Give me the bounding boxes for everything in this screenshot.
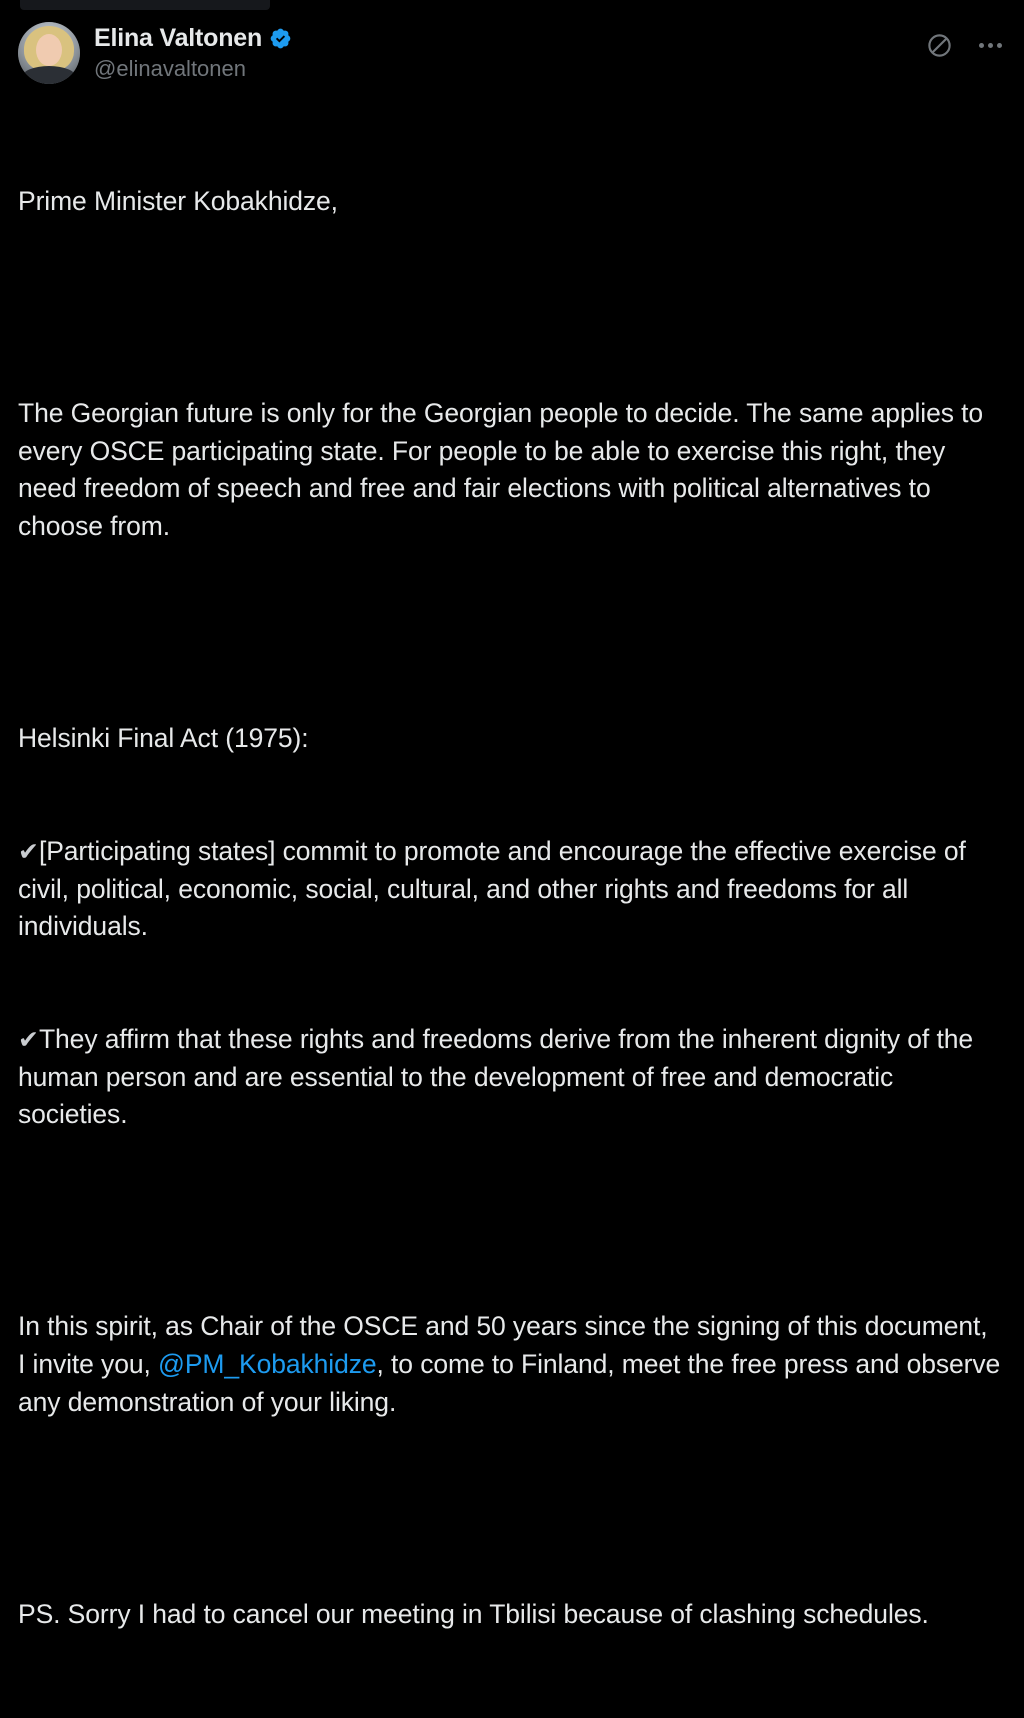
tweet-bullet-2 xyxy=(18,1021,1002,1134)
author-handle[interactable]: @elinavaltonen xyxy=(94,55,246,81)
avatar-face xyxy=(36,34,62,66)
avatar-shoulders xyxy=(22,66,76,84)
mention-link[interactable]: @PM_Kobakhidze xyxy=(158,1348,377,1379)
tweet-bullet-1 xyxy=(18,833,1002,946)
tweet-paragraph-2-part-2: , to come to Finland, meet the free press and observe any demonstration of your liking. xyxy=(18,1348,1008,1417)
muted-notifications-icon[interactable] xyxy=(926,32,953,59)
more-options-icon[interactable] xyxy=(979,43,1002,48)
tweet-header xyxy=(18,18,1002,84)
check-mark-icon: ✔ xyxy=(18,837,39,866)
verified-badge-icon xyxy=(269,27,292,50)
top-edge-nub xyxy=(20,0,270,10)
author-names xyxy=(94,22,292,83)
spacer xyxy=(18,296,1002,320)
tweet-text xyxy=(18,108,1008,1708)
tweet-postscript: PS. Sorry I had to cancel our meeting in Tbilisi because of clashing schedules. xyxy=(18,1598,929,1629)
tweet-paragraph-2 xyxy=(18,1308,1008,1421)
check-mark-icon: ✔ xyxy=(18,1026,39,1055)
spacer xyxy=(18,1209,1002,1233)
tweet-header-actions xyxy=(926,22,1002,59)
tweet-paragraph-2-part-1: In this spirit, as Chair of the OSCE and 50 years since the signing of this document, I invite you, xyxy=(18,1311,995,1379)
avatar[interactable] xyxy=(18,22,80,84)
tweet-salutation: Prime Minister Kobakhidze, xyxy=(18,186,338,217)
author-display-name[interactable]: Elina Valtonen xyxy=(94,24,263,52)
more-dot xyxy=(979,43,984,48)
tweet-bullet-1-text: [Participating states] commit to promote and encourage the effective exercise of civil, political, economic, social, cultural, and other rights and freedoms for all individuals. xyxy=(18,835,974,942)
display-name-row xyxy=(94,24,292,53)
more-dot xyxy=(997,43,1002,48)
spacer xyxy=(18,621,1002,645)
tweet-bullet-2-text: They affirm that these rights and freedoms derive from the inherent dignity of the human person and are essential to the development of free and democratic societies. xyxy=(18,1024,981,1130)
more-dot xyxy=(988,43,993,48)
tweet-helsinki-heading: Helsinki Final Act (1975): xyxy=(18,723,309,754)
spacer xyxy=(18,1496,1002,1520)
tweet-paragraph-1: The Georgian future is only for the Georgian people to decide. The same applies to every OSCE participating state. For people to be able to exercise this right, they need freedom of speech and free and fair elections with political alternatives to choose from. xyxy=(18,398,991,542)
